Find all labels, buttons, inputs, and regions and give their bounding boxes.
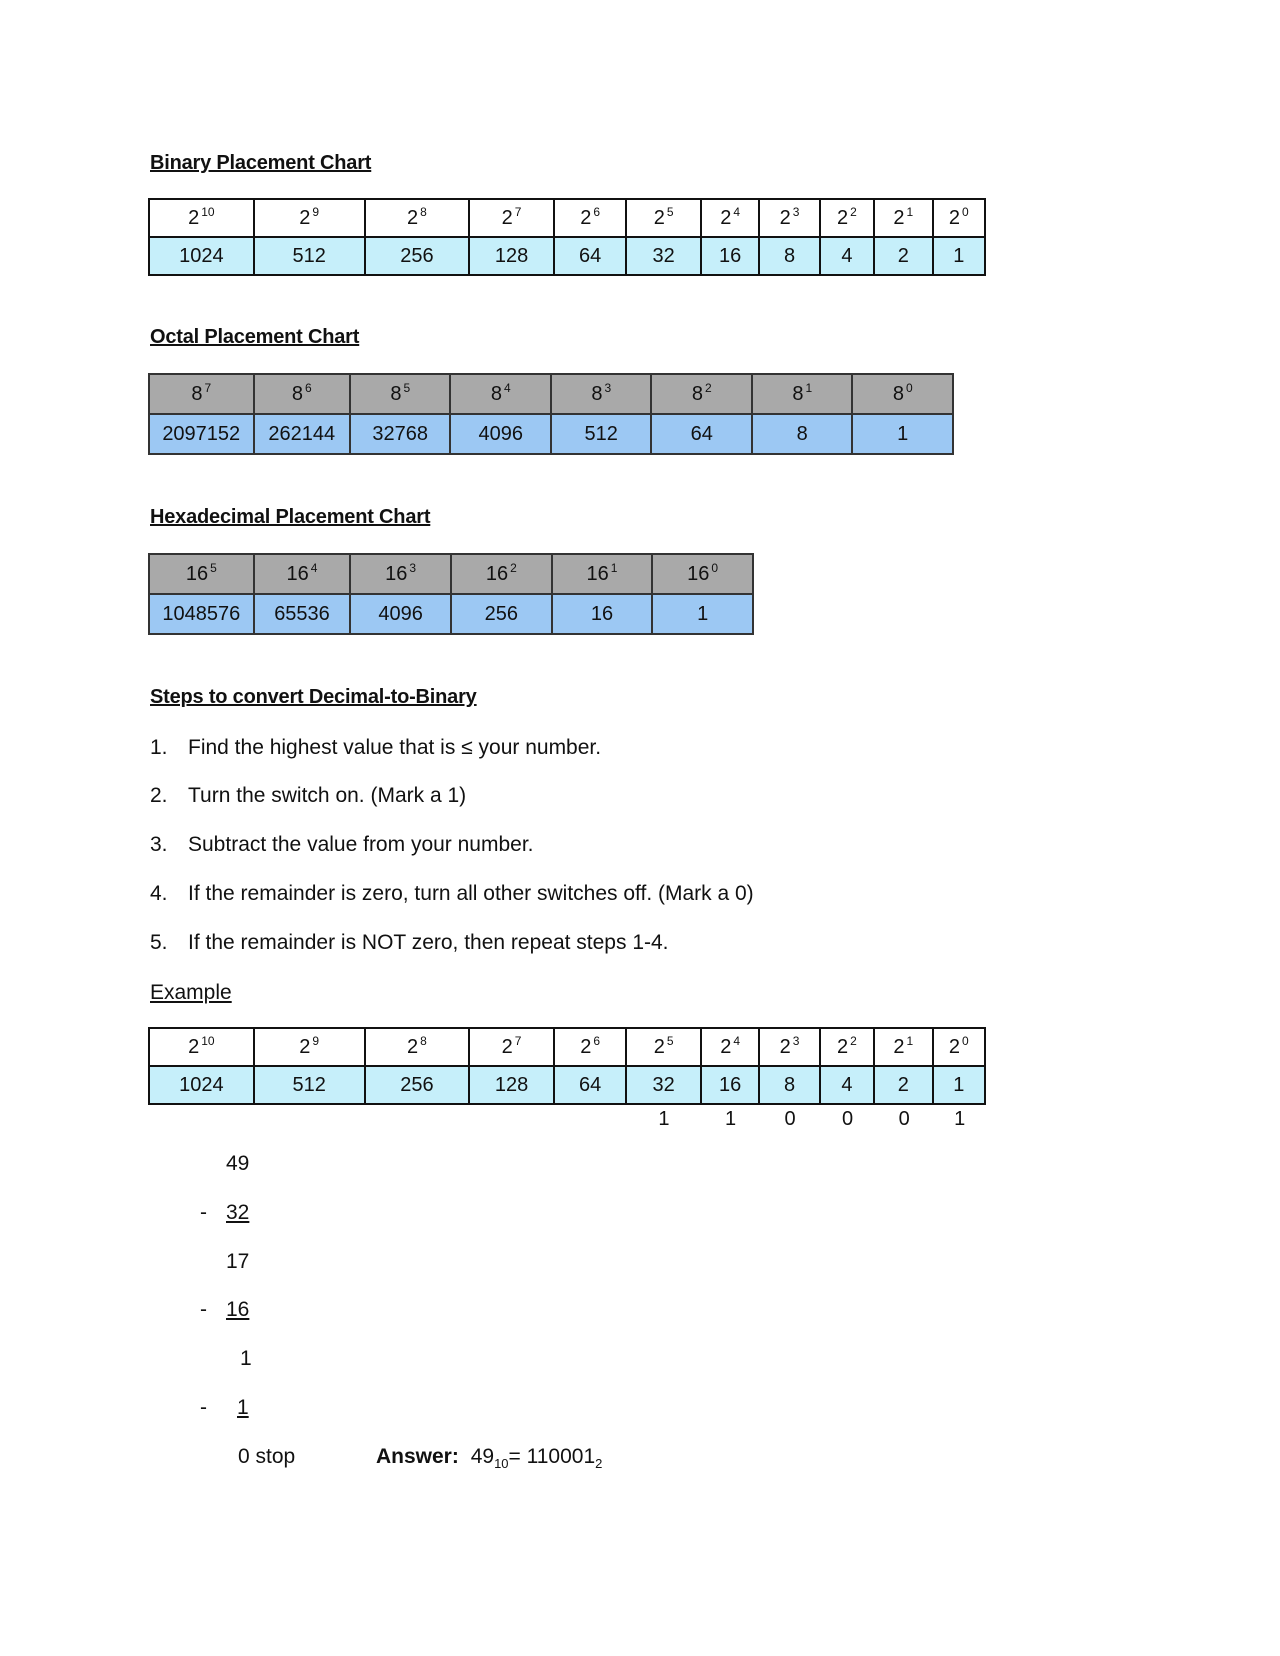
value-cell: 256 [451, 594, 552, 634]
power-exponent: 4 [503, 380, 511, 395]
value-cell: 64 [554, 1066, 627, 1104]
power-base: 2 [653, 206, 665, 229]
value-cell: 2 [874, 237, 932, 275]
value-cell: 512 [551, 414, 652, 454]
value-cell: 32 [626, 237, 701, 275]
power-base: 2 [893, 206, 905, 229]
power-exponent: 9 [312, 204, 320, 219]
power-cell [149, 374, 254, 414]
bit-cell: 0 [784, 1107, 796, 1130]
step-item [150, 784, 466, 808]
value-cell: 256 [365, 1066, 470, 1104]
power-exponent: 7 [514, 1033, 522, 1048]
power-cell [552, 554, 653, 594]
answer-label: Answer: [376, 1445, 459, 1468]
power-base: 8 [490, 382, 502, 405]
step-text: If the remainder is zero, turn all other switches off. (Mark a 0) [188, 882, 754, 905]
value-cell: 256 [365, 237, 470, 275]
value-cell: 2097152 [149, 414, 254, 454]
bit-cell: 1 [658, 1107, 670, 1130]
power-base: 2 [837, 1035, 849, 1058]
bit-cell: 1 [724, 1107, 737, 1130]
power-cell [254, 374, 350, 414]
calc-subtrahend: 1 [237, 1396, 249, 1419]
value-cell: 128 [469, 1066, 554, 1104]
power-exponent: 3 [409, 560, 417, 575]
value-cell: 4096 [450, 414, 551, 454]
example-binary-table [148, 1027, 986, 1105]
answer-decimal: 49 [470, 1445, 495, 1468]
value-cell: 16 [701, 1066, 759, 1104]
power-exponent: 8 [420, 1033, 427, 1048]
step-number: 2. [150, 784, 168, 807]
bit-cell: 0 [898, 1107, 910, 1130]
calc-minus-sign: - [200, 1201, 207, 1224]
value-cell: 128 [469, 237, 554, 275]
power-base: 2 [893, 1035, 905, 1058]
power-exponent: 2 [850, 204, 857, 219]
power-base: 16 [385, 562, 408, 585]
calc-final: 0 stop [238, 1445, 296, 1468]
power-exponent: 4 [310, 560, 318, 575]
calc-remainder: 1 [240, 1347, 252, 1370]
power-cell [450, 374, 551, 414]
value-cell: 2 [874, 1066, 932, 1104]
power-cell [933, 1028, 985, 1066]
power-cell [820, 199, 874, 237]
power-base: 2 [720, 1035, 732, 1058]
bit-cell: 1 [954, 1107, 966, 1130]
power-base: 2 [407, 206, 419, 229]
value-cell: 4096 [350, 594, 451, 634]
power-cell [752, 374, 853, 414]
power-base: 2 [779, 206, 791, 229]
power-cell [701, 199, 759, 237]
power-cell [759, 1028, 819, 1066]
power-exponent: 2 [850, 1033, 857, 1048]
binary-placement-table [148, 198, 986, 276]
power-cell [701, 1028, 759, 1066]
power-base: 2 [580, 206, 592, 229]
step-text: Subtract the value from your number. [188, 833, 534, 856]
octal-power-row [149, 374, 953, 414]
bit-cell [253, 1104, 364, 1134]
value-cell: 8 [759, 1066, 819, 1104]
value-cell: 512 [254, 237, 365, 275]
power-base: 8 [792, 382, 804, 405]
power-exponent: 7 [204, 380, 212, 395]
power-base: 16 [586, 562, 609, 585]
example-value-row [149, 1066, 985, 1104]
power-base: 8 [291, 382, 303, 405]
power-cell [469, 1028, 554, 1066]
power-exponent: 1 [805, 380, 813, 395]
step-number: 1. [150, 736, 168, 759]
power-exponent: 5 [666, 204, 674, 219]
octal-value-row [149, 414, 953, 454]
power-exponent: 6 [593, 204, 601, 219]
power-exponent: 1 [906, 204, 914, 219]
power-exponent: 2 [510, 560, 517, 575]
power-cell [451, 554, 552, 594]
step-number: 5. [150, 931, 168, 954]
power-cell [874, 199, 932, 237]
value-cell: 1 [933, 237, 985, 275]
power-cell [350, 374, 451, 414]
power-cell [149, 1028, 254, 1066]
power-base: 2 [580, 1035, 592, 1058]
power-exponent: 0 [961, 1033, 969, 1048]
power-base: 2 [501, 1035, 513, 1058]
power-exponent: 5 [666, 1033, 674, 1048]
answer-equals-binary: = 110001 [508, 1445, 596, 1468]
step-item [150, 736, 601, 760]
value-cell: 64 [554, 237, 627, 275]
power-base: 2 [188, 1035, 200, 1058]
binary-power-row [149, 199, 985, 237]
power-cell [626, 1028, 701, 1066]
power-exponent: 6 [593, 1033, 601, 1048]
value-cell: 1 [933, 1066, 985, 1104]
value-cell: 1024 [149, 1066, 254, 1104]
calc-minus-sign: - [200, 1298, 207, 1321]
value-cell: 64 [651, 414, 752, 454]
bit-cell [554, 1104, 627, 1134]
power-base: 8 [591, 382, 603, 405]
power-base: 2 [720, 206, 732, 229]
power-exponent: 3 [604, 380, 612, 395]
binary-value-row [149, 237, 985, 275]
bit-cell [469, 1104, 554, 1134]
power-exponent: 10 [201, 1033, 215, 1048]
power-exponent: 3 [792, 204, 800, 219]
power-cell [149, 199, 254, 237]
calc-start: 49 [226, 1152, 250, 1175]
step-item [150, 833, 534, 857]
value-cell: 4 [820, 1066, 874, 1104]
power-cell [254, 1028, 365, 1066]
power-base: 2 [948, 1035, 960, 1058]
value-cell: 262144 [254, 414, 350, 454]
power-exponent: 7 [514, 204, 522, 219]
power-cell [820, 1028, 874, 1066]
example-title: Example [150, 981, 232, 1004]
power-exponent: 4 [733, 1033, 741, 1048]
power-cell [652, 554, 753, 594]
power-base: 16 [185, 562, 209, 585]
power-base: 8 [390, 382, 402, 405]
value-cell: 1024 [149, 237, 254, 275]
power-exponent: 0 [961, 204, 969, 219]
calc-remainder: 17 [226, 1250, 250, 1273]
power-cell [365, 1028, 470, 1066]
calc-minus-sign: - [200, 1396, 207, 1419]
power-cell [350, 554, 451, 594]
power-cell [874, 1028, 932, 1066]
power-base: 8 [191, 382, 203, 405]
hex-chart-title: Hexadecimal Placement Chart [150, 506, 431, 528]
bit-cell: 0 [842, 1107, 854, 1130]
hex-placement-table [148, 553, 754, 635]
step-number: 3. [150, 833, 168, 856]
power-base: 2 [299, 1035, 311, 1058]
step-number: 4. [150, 882, 168, 905]
answer [376, 1445, 602, 1471]
bit-cell [364, 1104, 469, 1134]
power-exponent: 3 [792, 1033, 800, 1048]
power-exponent: 2 [704, 380, 712, 395]
power-exponent: 5 [403, 380, 411, 395]
power-exponent: 10 [201, 204, 215, 219]
power-exponent: 8 [420, 204, 427, 219]
power-base: 2 [837, 206, 849, 229]
example-bits-table [148, 1104, 986, 1134]
power-cell [469, 199, 554, 237]
power-exponent: 5 [210, 560, 217, 575]
step-item [150, 882, 754, 906]
value-cell: 65536 [254, 594, 351, 634]
octal-chart-title: Octal Placement Chart [150, 326, 360, 348]
power-cell [554, 1028, 627, 1066]
hex-value-row [149, 594, 753, 634]
power-base: 2 [501, 206, 513, 229]
power-cell [149, 554, 254, 594]
step-item [150, 931, 669, 955]
power-base: 2 [653, 1035, 665, 1058]
power-cell [759, 199, 819, 237]
value-cell: 512 [254, 1066, 365, 1104]
power-base: 8 [892, 382, 904, 405]
steps-title: Steps to convert Decimal-to-Binary [150, 686, 477, 708]
value-cell: 1 [852, 414, 953, 454]
answer-decimal-base: 10 [494, 1456, 509, 1472]
power-base: 2 [779, 1035, 791, 1058]
value-cell: 1048576 [149, 594, 254, 634]
power-cell [365, 199, 470, 237]
power-base: 2 [299, 206, 311, 229]
power-exponent: 1 [906, 1033, 914, 1048]
power-cell [554, 199, 627, 237]
value-cell: 32 [626, 1066, 701, 1104]
value-cell: 8 [752, 414, 853, 454]
value-cell: 16 [552, 594, 653, 634]
power-base: 16 [286, 562, 309, 585]
calc-subtrahend: 32 [226, 1201, 250, 1224]
power-cell [254, 554, 351, 594]
value-cell: 4 [820, 237, 874, 275]
value-cell: 32768 [350, 414, 451, 454]
power-exponent: 9 [312, 1033, 320, 1048]
power-cell [551, 374, 652, 414]
step-text: Find the highest value that is ≤ your number. [188, 736, 602, 759]
answer-binary-base: 2 [595, 1456, 603, 1472]
power-base: 2 [188, 206, 200, 229]
power-cell [254, 199, 365, 237]
calc-subtrahend: 16 [226, 1298, 250, 1321]
power-cell [626, 199, 701, 237]
value-cell: 8 [759, 237, 819, 275]
power-base: 16 [485, 562, 509, 585]
binary-chart-title: Binary Placement Chart [150, 152, 372, 174]
example-bit-row [148, 1104, 986, 1134]
power-exponent: 6 [304, 380, 312, 395]
power-base: 2 [948, 206, 960, 229]
bit-cell [148, 1104, 253, 1134]
step-text: If the remainder is NOT zero, then repeat steps 1-4. [188, 931, 669, 954]
power-cell [933, 199, 985, 237]
example-power-row [149, 1028, 985, 1066]
power-base: 2 [407, 1035, 419, 1058]
hex-power-row [149, 554, 753, 594]
power-cell [852, 374, 953, 414]
power-exponent: 1 [610, 560, 618, 575]
step-text: Turn the switch on. (Mark a 1) [188, 784, 467, 807]
value-cell: 1 [652, 594, 753, 634]
power-exponent: 4 [733, 204, 741, 219]
value-cell: 16 [701, 237, 759, 275]
power-exponent: 0 [711, 560, 719, 575]
octal-placement-table [148, 373, 954, 455]
power-base: 8 [691, 382, 703, 405]
power-base: 16 [687, 562, 710, 585]
power-cell [651, 374, 752, 414]
power-exponent: 0 [905, 380, 913, 395]
